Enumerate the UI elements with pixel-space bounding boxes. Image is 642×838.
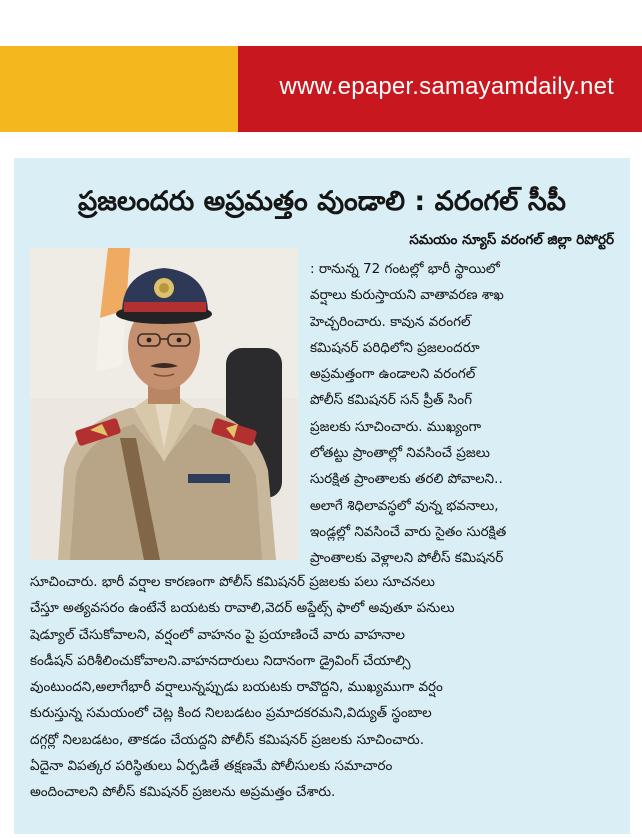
intro-line: సురక్షిత ప్రాంతాలకు తరలి పోవాలని.. [310, 471, 503, 488]
body-line: వుంటుందని,అలాగేభారీ వర్షాలున్నప్పుడు బయటకు రావొద్దని, ముఖ్యముగా వర్షం [30, 679, 443, 696]
body-line: సూచించారు. భారీ వర్షాల కారణంగా పోలీస్ కమిషనర్ ప్రజలకు పలు సూచనలు [30, 574, 435, 590]
intro-line: లోతట్టు ప్రాంతాల్లో నివసించే ప్రజలు [310, 445, 490, 462]
body-line: కండీషన్ పరిశీలించుకోవాలని.వాహనదారులు నిదానంగా డ్రైవింగ్ చేయాల్సి [30, 652, 411, 669]
masthead-strip [0, 46, 642, 132]
intro-line: పోలీస్ కమిషనర్ సన్ ప్రీత్ సింగ్ [310, 392, 472, 409]
body-line: చేస్తూ అత్యవసరం ఉంటేనే బయటకు రావాలి,వెదర్ అప్డేట్స్ ఫాలో అవుతూ పనులు [30, 600, 455, 617]
intro-line: ఇండ్లల్లో నివసించే వారు సైతం సురక్షిత [310, 523, 507, 540]
intro-line: : రానున్న 72 గంటల్లో భారీ స్థాయిలో [310, 261, 500, 277]
news-article [14, 158, 630, 834]
intro-line: వర్షాలు కురుస్తాయని వాతావరణ శాఖ [310, 287, 504, 304]
intro-line: అప్రమత్తంగా ఉండాలని వరంగల్ [310, 366, 476, 383]
article-headline: ప్రజలందరు అప్రమత్తం వుండాలి : వరంగల్ సీపీ [78, 186, 566, 217]
intro-line: ప్రాంతాలకు వెళ్లాలని పోలీస్ కమిషనర్ [310, 550, 504, 567]
commissioner-photo [30, 248, 298, 560]
portrait-illustration [30, 248, 298, 560]
body-line: ఏదైనా విపత్కర పరిస్థితులు ఏర్పడితే తక్షణమే పోలీసులకు సమాచారం [30, 758, 393, 775]
red-band [238, 46, 642, 132]
body-line: అందించాలని పోలీస్ కమిషనర్ ప్రజలను అప్రమత్తం చేశారు. [30, 784, 336, 801]
body-line: షెడ్యూల్ చేసుకోవాలని, వర్షంలో వాహనం పై ప్రయాణించే వారు వాహనాల [30, 626, 405, 643]
intro-line: కమిషనర్ పరిధిలోని ప్రజలందరూ [310, 339, 480, 356]
intro-line: అలాగే శిధిలావస్థలో వున్న భవనాలు, [310, 497, 499, 514]
intro-line: ప్రజలకు సూచించారు. ముఖ్యంగా [310, 418, 482, 435]
site-url[interactable]: www.epaper.samayamdaily.net [279, 73, 614, 100]
body-line: దగ్గర్లో నిలబడటం, తాకడం చేయద్దని పోలీస్ కమిషనర్ ప్రజలకు సూచించారు. [30, 731, 425, 748]
article-body [30, 569, 620, 806]
body-line: కురుస్తున్న సమయంలో చెట్ల కింద నిలబడటం ప్రమాదకరమని,విద్యుత్ స్థంబాల [30, 705, 432, 722]
intro-line: హెచ్చరించారు. కావున వరంగల్ [310, 313, 471, 330]
article-intro-column [310, 256, 616, 572]
article-byline: సమయం న్యూస్ వరంగల్ జిల్లా రిపోర్టర్ [409, 232, 614, 248]
yellow-band [0, 46, 238, 132]
